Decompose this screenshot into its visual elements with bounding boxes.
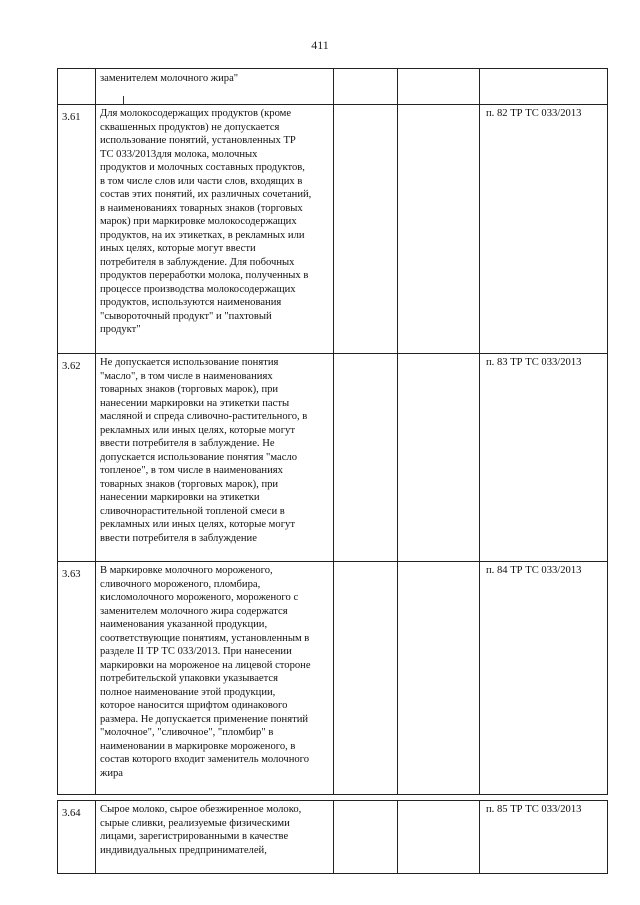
empty-cell <box>334 354 398 562</box>
table-row <box>58 105 608 354</box>
empty-cell <box>334 105 398 354</box>
requirement-text: заменителем молочного жира" <box>96 69 334 105</box>
regulation-reference <box>480 69 608 105</box>
empty-cell <box>334 69 398 105</box>
table-row <box>58 69 608 105</box>
regulation-reference: п. 82 ТР ТС 033/2013 <box>480 105 608 354</box>
requirements-table <box>57 68 608 874</box>
row-number <box>58 69 96 105</box>
requirement-text: Не допускается использование понятия "масло", в том числе в наименованиях товарных знаков (торговых марок), при нанесении маркировки на этикетки пасты масляной и спреда сливочно-растительного, в рекламных или иных целях, которые могут ввести потребителя в заблуждение. Не допускается использование понятия "масло топленое", в том числе в наименованиях товарных знаков (торговых марок), при нанесении маркировки на этикетки сливочнорастительной топленой смеси в рекламных или иных целях, которые могут ввести потребителя в заблуждение <box>96 354 334 562</box>
requirement-text: Для молокосодержащих продуктов (кроме сквашенных продуктов) не допускается использование понятий, установленных ТР ТС 033/2013для молока, молочных продуктов и молочных составных продуктов, в том числе слов или части слов, входящих в состав этих понятий, их различных сочетаний, в наименованиях товарных знаков (торговых марок) при маркировке молокосодержащих продуктов, на их этикетках, в рекламных или иных целях, которые могут ввести потребителя в заблуждение. Для побочных продуктов переработки молока, полученных в процессе производства молокосодержащих продуктов, используются наименования "сывороточный продукт" и "пахтовый продукт" <box>96 105 334 354</box>
row-number: 3.61 <box>58 105 96 354</box>
regulation-reference: п. 84 ТР ТС 033/2013 <box>480 562 608 795</box>
row-number: 3.63 <box>58 562 96 795</box>
scan-mark <box>123 96 124 104</box>
regulation-reference: п. 85 ТР ТС 033/2013 <box>480 801 608 874</box>
table-row <box>58 562 608 795</box>
requirement-text: В маркировке молочного мороженого, сливочного мороженого, пломбира, кисломолочного мороженого, мороженого с заменителем молочного жира содержатся наименования указанной продукции, соответствующие понятиям, установленным в разделе II ТР ТС 033/2013. При нанесении маркировки на мороженое на лицевой стороне потребительской упаковки указывается полное наименование этой продукции, которое наносится шрифтом одинакового размера. Не допускается применение понятий "молочное", "сливочное", "пломбир" в наименовании в маркировке мороженого, в состав которого входит заменитель молочного жира <box>96 562 334 795</box>
empty-cell <box>398 69 480 105</box>
empty-cell <box>398 562 480 795</box>
empty-cell <box>398 354 480 562</box>
table-row <box>58 801 608 874</box>
empty-cell <box>334 562 398 795</box>
requirement-text: Сырое молоко, сырое обезжиренное молоко, сырые сливки, реализуемые физическими лицами, зарегистрированными в качестве индивидуальных предпринимателей, <box>96 801 334 874</box>
page-number: 411 <box>311 38 329 52</box>
empty-cell <box>398 801 480 874</box>
table-row <box>58 354 608 562</box>
empty-cell <box>398 105 480 354</box>
empty-cell <box>334 801 398 874</box>
row-number: 3.62 <box>58 354 96 562</box>
row-number: 3.64 <box>58 801 96 874</box>
regulation-reference: п. 83 ТР ТС 033/2013 <box>480 354 608 562</box>
